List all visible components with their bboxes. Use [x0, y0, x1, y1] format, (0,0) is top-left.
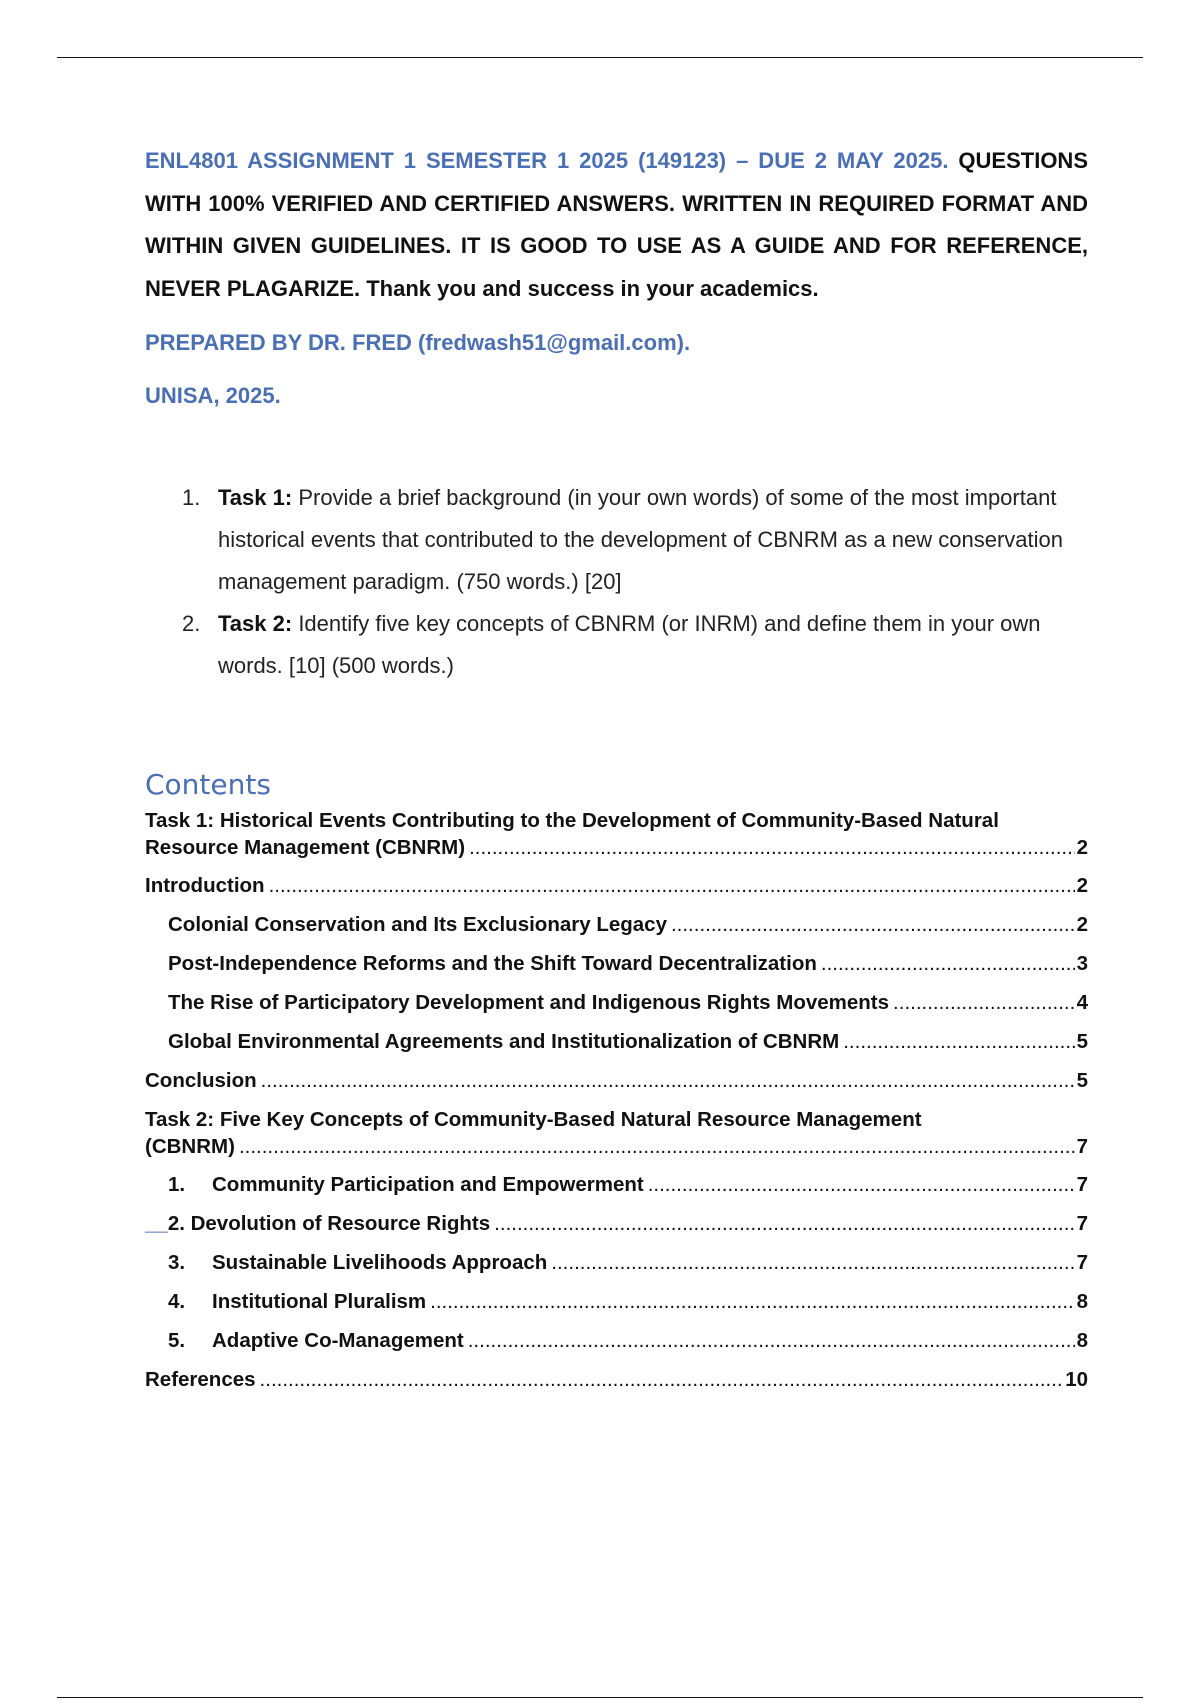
task-item: [145, 477, 1088, 603]
toc-entry-title: Post-Independence Reforms and the Shift Toward Decentralization: [168, 952, 817, 975]
toc-leader: [430, 1289, 1074, 1315]
toc-entry-concept-2[interactable]: [145, 1211, 1088, 1237]
task-number: 2.: [182, 611, 201, 636]
toc-entry-references[interactable]: [145, 1367, 1088, 1393]
toc-page-number: 10: [1065, 1368, 1088, 1391]
toc-entry-title: Introduction: [145, 874, 265, 897]
document-title: [145, 140, 1088, 310]
toc-page-number: 2: [1076, 836, 1088, 859]
toc-entry-global-agreements[interactable]: [145, 1029, 1088, 1055]
toc-leader: [494, 1211, 1074, 1237]
toc-entry-concept-3[interactable]: [145, 1250, 1088, 1276]
toc-entry-title: Task 2: Five Key Concepts of Community-Based Natural Resource Management: [145, 1108, 922, 1131]
top-rule: [57, 57, 1143, 58]
task-label: Task 2:: [218, 611, 293, 636]
task-text: Provide a brief background (in your own words) of some of the most important historical events that contributed to the development of CBNRM as a new conservation management paradigm. (750 words.) [20]: [218, 485, 1064, 594]
title-course-line: ENL4801 ASSIGNMENT 1 SEMESTER 1 2025 (149123) – DUE 2 MAY 2025.: [145, 148, 949, 173]
toc-page-number: 7: [1076, 1135, 1088, 1158]
toc-leader: [260, 1367, 1064, 1393]
toc-entry-title: References: [145, 1368, 256, 1391]
bottom-rule: [57, 1697, 1143, 1698]
toc-leader: [469, 835, 1075, 861]
toc-entry-title: Community Participation and Empowerment: [212, 1173, 644, 1196]
toc-entry-concept-1[interactable]: [145, 1172, 1088, 1198]
toc-page-number: 2: [1076, 913, 1088, 936]
toc-entry-title: 2. Devolution of Resource Rights: [167, 1212, 491, 1235]
toc-entry-number: 1.: [168, 1173, 186, 1196]
toc-entry-number: 5.: [168, 1329, 186, 1352]
toc-entry-title: Conclusion: [145, 1069, 257, 1092]
task-number: 1.: [182, 485, 201, 510]
toc-entry-post-independence[interactable]: [145, 951, 1088, 977]
toc-entry-colonial[interactable]: [145, 912, 1088, 938]
toc-page-number: 3: [1076, 952, 1088, 975]
toc-page-number: 4: [1076, 991, 1088, 1014]
document-page: [145, 140, 1088, 1393]
toc-entry-participatory[interactable]: [145, 990, 1088, 1016]
toc-entry-title-cont: Resource Management (CBNRM): [145, 836, 466, 859]
toc-entry-title: Colonial Conservation and Its Exclusionary Legacy: [168, 913, 667, 936]
toc-entry-task1[interactable]: [145, 807, 1088, 861]
task-list: [145, 477, 1088, 687]
task-item: [145, 603, 1088, 687]
toc-entry-number: 3.: [168, 1251, 186, 1274]
task-label: Task 1:: [218, 485, 293, 510]
task-text: Identify five key concepts of CBNRM (or INRM) and define them in your own words. [10] (500 words.): [218, 611, 1041, 678]
toc-leader: [551, 1250, 1074, 1276]
toc-entry-conclusion[interactable]: [145, 1068, 1088, 1094]
toc-page-number: 8: [1076, 1329, 1088, 1352]
toc-leader: [648, 1172, 1075, 1198]
toc-entry-title: Task 1: Historical Events Contributing to the Development of Community-Based Natural: [145, 809, 999, 832]
toc-entry-title-cont: (CBNRM): [145, 1135, 235, 1158]
toc-page-number: 7: [1076, 1212, 1088, 1235]
toc-entry-title: Sustainable Livelihoods Approach: [212, 1251, 548, 1274]
toc-page-number: 8: [1076, 1290, 1088, 1313]
toc-page-number: 2: [1076, 874, 1088, 897]
table-of-contents: [145, 807, 1088, 1393]
toc-leader: [821, 951, 1075, 977]
toc-entry-concept-5[interactable]: [145, 1328, 1088, 1354]
toc-leader: [261, 1068, 1075, 1094]
toc-entry-introduction[interactable]: [145, 873, 1088, 899]
toc-entry-title: The Rise of Participatory Development and Indigenous Rights Movements: [168, 991, 890, 1014]
toc-page-number: 5: [1076, 1030, 1088, 1053]
toc-page-number: 7: [1076, 1173, 1088, 1196]
toc-entry-title: Institutional Pluralism: [212, 1290, 427, 1313]
toc-entry-concept-4[interactable]: [145, 1289, 1088, 1315]
toc-page-number: 5: [1076, 1069, 1088, 1092]
contents-heading: Contents: [145, 768, 271, 801]
prepared-by: PREPARED BY DR. FRED (fredwash51@gmail.com).: [145, 330, 691, 355]
toc-entry-task2[interactable]: [145, 1106, 1088, 1160]
toc-entry-number: 4.: [168, 1290, 186, 1313]
toc-leader: [893, 990, 1075, 1016]
toc-leader: [843, 1029, 1074, 1055]
toc-page-number: 7: [1076, 1251, 1088, 1274]
title-description: QUESTIONS WITH 100% VERIFIED AND CERTIFIED ANSWERS. WRITTEN IN REQUIRED FORMAT AND WITHIN GIVEN GUIDELINES. IT IS GOOD TO USE AS A GUIDE AND FOR REFERENCE, NEVER PLAGARIZE. Thank you and success in your academics.: [145, 148, 1088, 301]
toc-entry-title: Adaptive Co-Management: [212, 1329, 464, 1352]
toc-leader: [671, 912, 1075, 938]
toc-entry-prefix: __: [145, 1212, 168, 1235]
toc-leader: [269, 873, 1075, 899]
institution-line: UNISA, 2025.: [145, 383, 281, 408]
toc-entry-title: Global Environmental Agreements and Institutionalization of CBNRM: [168, 1030, 840, 1053]
toc-leader: [239, 1134, 1075, 1160]
toc-leader: [468, 1328, 1075, 1354]
